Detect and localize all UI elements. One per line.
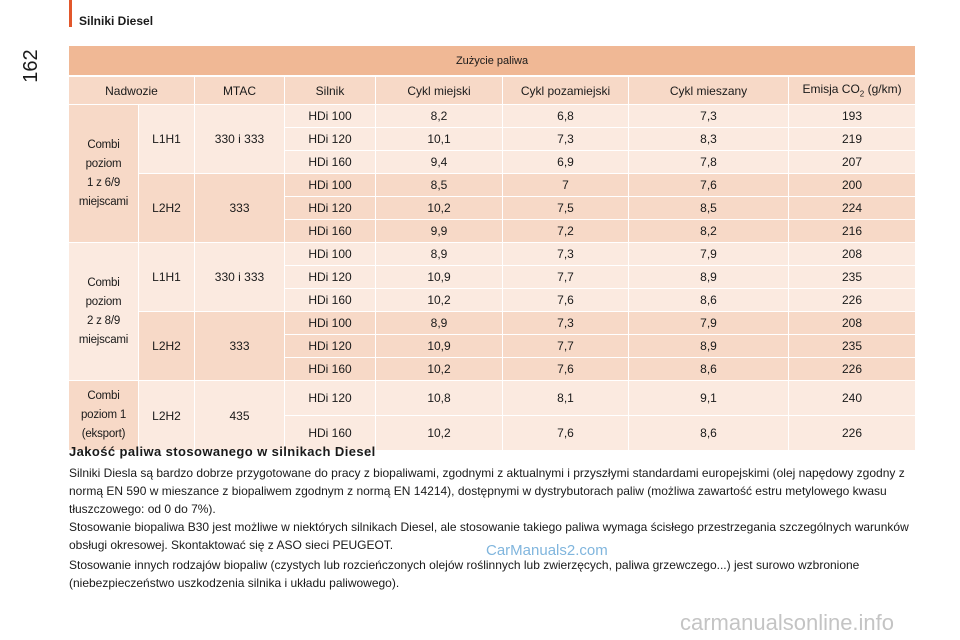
- table-body: [69, 104, 915, 450]
- paragraph-biofuels: Silniki Diesla są bardzo dobrze przygotowane do pracy z biopaliwami, zgodnymi z aktualnymi i przyszłymi standardami europejskimi (olej napędowy zgodny z normą EN 590 w mieszance z biopaliwem zgodnym z normą EN 14214), dostępnymi w dystrybutorach paliw (możliwa zawartość estru metylowego kwasu tłuszczowego: od 0 do 7%).: [69, 466, 905, 516]
- engine-cell: HDi 160: [285, 288, 376, 311]
- mtac-cell: 330 i 333: [195, 242, 285, 311]
- body-type-cell: [69, 380, 139, 450]
- extra-cell: 6,8: [503, 104, 629, 127]
- paragraph-b30: Stosowanie biopaliwa B30 jest możliwe w niektórych silnikach Diesel, ale stosowanie takiego paliwa wymaga ścisłego przestrzegania szczególnych warunków obsługi okresowej. Skontaktować się z ASO sieci PEUGEOT.: [69, 520, 909, 552]
- body-type-line: miejscami: [78, 195, 129, 208]
- combined-cell: 8,5: [629, 196, 789, 219]
- extra-cell: 7,3: [503, 127, 629, 150]
- body-type-line: Combi: [87, 138, 120, 151]
- co2-cell: 193: [789, 104, 915, 127]
- extra-cell: 7: [503, 173, 629, 196]
- table-caption: Zużycie paliwa: [69, 46, 915, 75]
- engine-cell: HDi 100: [285, 242, 376, 265]
- co2-cell: 226: [789, 357, 915, 380]
- urban-cell: 10,2: [376, 196, 503, 219]
- engine-cell: HDi 160: [285, 219, 376, 242]
- combined-cell: 8,6: [629, 415, 789, 450]
- column-header-body: Nadwozie: [69, 75, 195, 104]
- co2-cell: 224: [789, 196, 915, 219]
- extra-cell: 7,7: [503, 334, 629, 357]
- urban-cell: 10,1: [376, 127, 503, 150]
- urban-cell: 8,2: [376, 104, 503, 127]
- co2-cell: 226: [789, 288, 915, 311]
- engine-cell: HDi 120: [285, 127, 376, 150]
- extra-cell: 7,3: [503, 311, 629, 334]
- co2-cell: 235: [789, 334, 915, 357]
- table-row: [69, 173, 915, 196]
- engine-cell: HDi 160: [285, 415, 376, 450]
- body-type-line: Combi: [87, 390, 120, 402]
- combined-cell: 7,3: [629, 104, 789, 127]
- co2-cell: 207: [789, 150, 915, 173]
- combined-cell: 9,1: [629, 380, 789, 415]
- co2-cell: 200: [789, 173, 915, 196]
- column-header-urban: Cykl miejski: [376, 75, 503, 104]
- vehicle-size-cell: L2H2: [139, 380, 195, 450]
- urban-cell: 8,9: [376, 242, 503, 265]
- body-type-line: 1 z 6/9: [86, 176, 121, 189]
- vehicle-size-cell: L1H1: [139, 104, 195, 173]
- page-number: 162: [19, 49, 42, 83]
- engine-cell: HDi 120: [285, 380, 376, 415]
- urban-cell: 10,2: [376, 288, 503, 311]
- page-header-title: Silniki Diesel: [79, 14, 154, 28]
- combined-cell: 8,9: [629, 334, 789, 357]
- column-header-extra-urban: Cykl pozamiejski: [503, 75, 629, 104]
- urban-cell: 9,9: [376, 219, 503, 242]
- header-accent-bar: [69, 0, 72, 27]
- body-type-line: 2 z 8/9: [86, 314, 121, 327]
- engine-cell: HDi 160: [285, 150, 376, 173]
- table-row: [69, 311, 915, 334]
- engine-cell: HDi 120: [285, 334, 376, 357]
- table-row: [69, 380, 915, 415]
- body-type-line: poziom: [85, 157, 122, 170]
- vehicle-size-cell: L1H1: [139, 242, 195, 311]
- body-type-line: miejscami: [78, 333, 129, 346]
- mtac-cell: 333: [195, 173, 285, 242]
- co2-cell: 208: [789, 311, 915, 334]
- engine-cell: HDi 120: [285, 196, 376, 219]
- engine-cell: HDi 100: [285, 311, 376, 334]
- combined-cell: 8,6: [629, 288, 789, 311]
- combined-cell: 8,6: [629, 357, 789, 380]
- watermark-carmanualsonline: carmanualsonline.info: [680, 610, 895, 635]
- engine-cell: HDi 100: [285, 104, 376, 127]
- co2-cell: 235: [789, 265, 915, 288]
- mtac-cell: 333: [195, 311, 285, 380]
- watermark-carmanuals2: CarManuals2.com: [486, 542, 608, 559]
- extra-cell: 7,6: [503, 288, 629, 311]
- body-type-line: poziom: [85, 295, 122, 308]
- urban-cell: 8,9: [376, 311, 503, 334]
- body-type-line: poziom 1: [80, 409, 127, 421]
- mtac-cell: 435: [195, 380, 285, 450]
- urban-cell: 10,2: [376, 357, 503, 380]
- column-header-emission: Emisja $CO_2$ (g/km): [789, 75, 915, 104]
- combined-cell: 7,9: [629, 311, 789, 334]
- extra-cell: 7,6: [503, 357, 629, 380]
- mtac-cell: 330 i 333: [195, 104, 285, 173]
- engine-cell: HDi 160: [285, 357, 376, 380]
- column-header-engine: Silnik: [285, 75, 376, 104]
- co2-cell: 208: [789, 242, 915, 265]
- table-row: [69, 242, 915, 265]
- combined-cell: 7,9: [629, 242, 789, 265]
- column-header-mtac: MTAC: [195, 75, 285, 104]
- combined-cell: 8,2: [629, 219, 789, 242]
- combined-cell: 8,3: [629, 127, 789, 150]
- vehicle-size-cell: L2H2: [139, 173, 195, 242]
- extra-cell: 7,7: [503, 265, 629, 288]
- body-type-line: (eksport): [81, 428, 126, 440]
- paragraph-other-biofuels: Stosowanie innych rodzajów biopaliw (czystych lub rozcieńczonych olejów roślinnych lub zwierzęcych, paliwa grzewczego...) jest surowo wzbronione (niebezpieczeństwo uszkodzenia silnika i układu paliwowego).: [69, 558, 860, 590]
- urban-cell: 10,2: [376, 415, 503, 450]
- urban-cell: 8,5: [376, 173, 503, 196]
- extra-cell: 7,6: [503, 415, 629, 450]
- body-type-line: Combi: [87, 276, 120, 289]
- co2-cell: 226: [789, 415, 915, 450]
- urban-cell: 10,8: [376, 380, 503, 415]
- engine-cell: HDi 100: [285, 173, 376, 196]
- extra-cell: 8,1: [503, 380, 629, 415]
- body-type-cell: [69, 104, 139, 242]
- table-row: [69, 104, 915, 127]
- combined-cell: 7,6: [629, 173, 789, 196]
- extra-cell: 7,5: [503, 196, 629, 219]
- fuel-consumption-table: [69, 46, 915, 450]
- extra-cell: 6,9: [503, 150, 629, 173]
- combined-cell: 8,9: [629, 265, 789, 288]
- combined-cell: 7,8: [629, 150, 789, 173]
- body-type-cell: [69, 242, 139, 380]
- extra-cell: 7,2: [503, 219, 629, 242]
- section-heading: Jakość paliwa stosowanego w silnikach Diesel: [69, 444, 376, 459]
- urban-cell: 10,9: [376, 334, 503, 357]
- urban-cell: 9,4: [376, 150, 503, 173]
- engine-cell: HDi 120: [285, 265, 376, 288]
- vehicle-size-cell: L2H2: [139, 311, 195, 380]
- co2-cell: 240: [789, 380, 915, 415]
- column-header-combined: Cykl mieszany: [629, 75, 789, 104]
- co2-cell: 216: [789, 219, 915, 242]
- co2-cell: 219: [789, 127, 915, 150]
- extra-cell: 7,3: [503, 242, 629, 265]
- urban-cell: 10,9: [376, 265, 503, 288]
